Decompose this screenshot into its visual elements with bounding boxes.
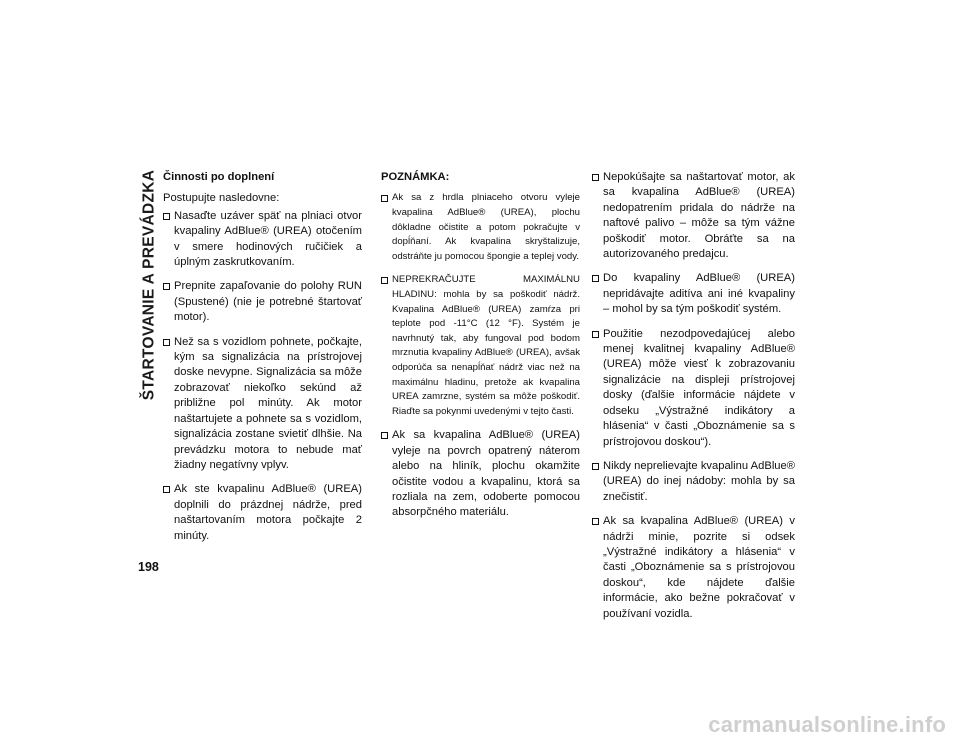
list-item-text: Nikdy neprelievajte kvapalinu AdBlue® (UREA) do inej nádoby: mohla by sa znečistiť. xyxy=(603,459,795,503)
list-item xyxy=(163,482,362,544)
column-left xyxy=(163,170,362,553)
list-item-text: Než sa s vozidlom pohnete, počkajte, kým sa signalizácia na prístrojovej doske nevypne. Signalizácia sa môže zobrazovať niekoľko sekúnd až približne pol minúty. Ak motor naštartujete a pohnete sa s vozidlom, signalizácia zostane svietiť dlhšie. Na prevádzku motora to nebude mať žiadny negatívny vplyv. xyxy=(174,335,362,471)
list-item xyxy=(592,459,795,505)
checkbox-bullet-icon xyxy=(163,283,170,290)
note-list xyxy=(381,191,580,419)
checkbox-bullet-icon xyxy=(592,518,599,525)
list-item-text: Prepnite zapaľovanie do polohy RUN (Spustené) (nie je potrebné štartovať motor). xyxy=(174,280,362,324)
list-item-text: Ak sa kvapalina AdBlue® (UREA) vyleje na povrch opatrený náterom alebo na hliník, plochu okamžite očistite vodou a kvapalinu, ktorá sa rozliala na zem, odoberte pomocou absorpčného materiálu. xyxy=(392,429,580,519)
checkbox-bullet-icon xyxy=(163,486,170,493)
site-watermark: carmanualsonline.info xyxy=(708,712,946,737)
note-heading: POZNÁMKA: xyxy=(381,171,450,183)
list-item-text: Nepokúšajte sa naštartovať motor, ak sa kvapalina AdBlue® (UREA) nedopatrením pridala do nádrže na naftové palivo – môže sa tým vážne poškodiť motor. Obráťte sa na autorizovaného predajcu. xyxy=(603,171,795,261)
list-item-text: Ak sa kvapalina AdBlue® (UREA) v nádrži minie, pozrite si odsek „Výstražné indikátory a hlásenia“ v časti „Oboznámenie sa s prístrojovou doskou“, kde nájdete ďalšie informácie, ako bežne pokračovať v používaní vozidla. xyxy=(603,515,795,620)
spill-list xyxy=(381,428,580,520)
checkbox-bullet-icon xyxy=(163,339,170,346)
list-item xyxy=(163,335,362,474)
column-middle xyxy=(381,170,580,530)
list-item-text: Použitie nezodpovedajúcej alebo menej kvalitnej kvapaliny AdBlue® (UREA) môže viesť k zobrazovaniu signalizácie na displeji prístrojovej dosky (ďalšie informácie nájdete v odseku „Výstražné indikátory a hlásenia“ v časti „Oboznámenie sa s prístrojovou doskou“). xyxy=(603,327,795,448)
list-item-text: Ak sa z hrdla plniaceho otvoru vyleje kvapalina AdBlue® (UREA), plochu dôkladne očistite a potom pokračujte v dopĺňaní. Ak kvapalina skryštalizuje, odstráňte ju pomocou špongie a teplej vody. xyxy=(392,192,580,262)
list-item-text: Do kvapaliny AdBlue® (UREA) nepridávajte aditíva ani iné kvapaliny – mohol by sa tým poškodiť systém. xyxy=(603,272,795,316)
warnings-list xyxy=(592,170,795,622)
list-item xyxy=(592,271,795,317)
checkbox-bullet-icon xyxy=(592,174,599,181)
column-right xyxy=(592,170,795,631)
list-item-text: NEPREKRAČUJTE MAXIMÁLNU HLADINU: mohla by sa poškodiť nádrž. Kvapalina AdBlue® (UREA) zamŕza pri teplote pod -11°C (12 °F). Systém je navrhnutý tak, aby fungoval pod bodom mrznutia kvapaliny AdBlue® (UREA), avšak odporúča sa nenapĺňať nádrž viac než na maximálnu hladinu, pretože ak kvapalina UREA zamrzne, systém sa môže poškodiť. Riaďte sa pokynmi uvedenými v tejto časti. xyxy=(392,274,580,417)
section-title-text: ŠTARTOVANIE A PREVÁDZKA xyxy=(140,169,158,401)
checkbox-bullet-icon xyxy=(381,277,388,284)
checkbox-bullet-icon xyxy=(592,463,599,470)
checkbox-bullet-icon xyxy=(163,213,170,220)
list-item xyxy=(381,273,580,419)
steps-list xyxy=(163,209,362,544)
intro-text: Postupujte nasledovne: xyxy=(163,192,280,205)
checkbox-bullet-icon xyxy=(381,432,388,439)
section-heading-after-refill: Činnosti po doplnení xyxy=(163,171,275,183)
list-item-text: Ak ste kvapalinu AdBlue® (UREA) doplnili do prázdnej nádrže, pred naštartovaním motora počkajte 2 minúty. xyxy=(174,483,362,542)
list-item xyxy=(163,279,362,325)
list-item xyxy=(381,428,580,520)
page-number: 198 xyxy=(138,560,159,574)
list-item xyxy=(381,191,580,264)
checkbox-bullet-icon xyxy=(592,331,599,338)
list-item xyxy=(163,209,362,271)
list-item xyxy=(592,327,795,450)
section-side-title xyxy=(134,169,164,401)
list-item xyxy=(592,514,795,622)
checkbox-bullet-icon xyxy=(381,195,388,202)
list-item xyxy=(592,170,795,262)
list-item-text: Nasaďte uzáver späť na plniaci otvor kvapaliny AdBlue® (UREA) otočením v smere hodinových ručičiek a úplným zaskrutkovaním. xyxy=(174,209,362,269)
checkbox-bullet-icon xyxy=(592,275,599,282)
